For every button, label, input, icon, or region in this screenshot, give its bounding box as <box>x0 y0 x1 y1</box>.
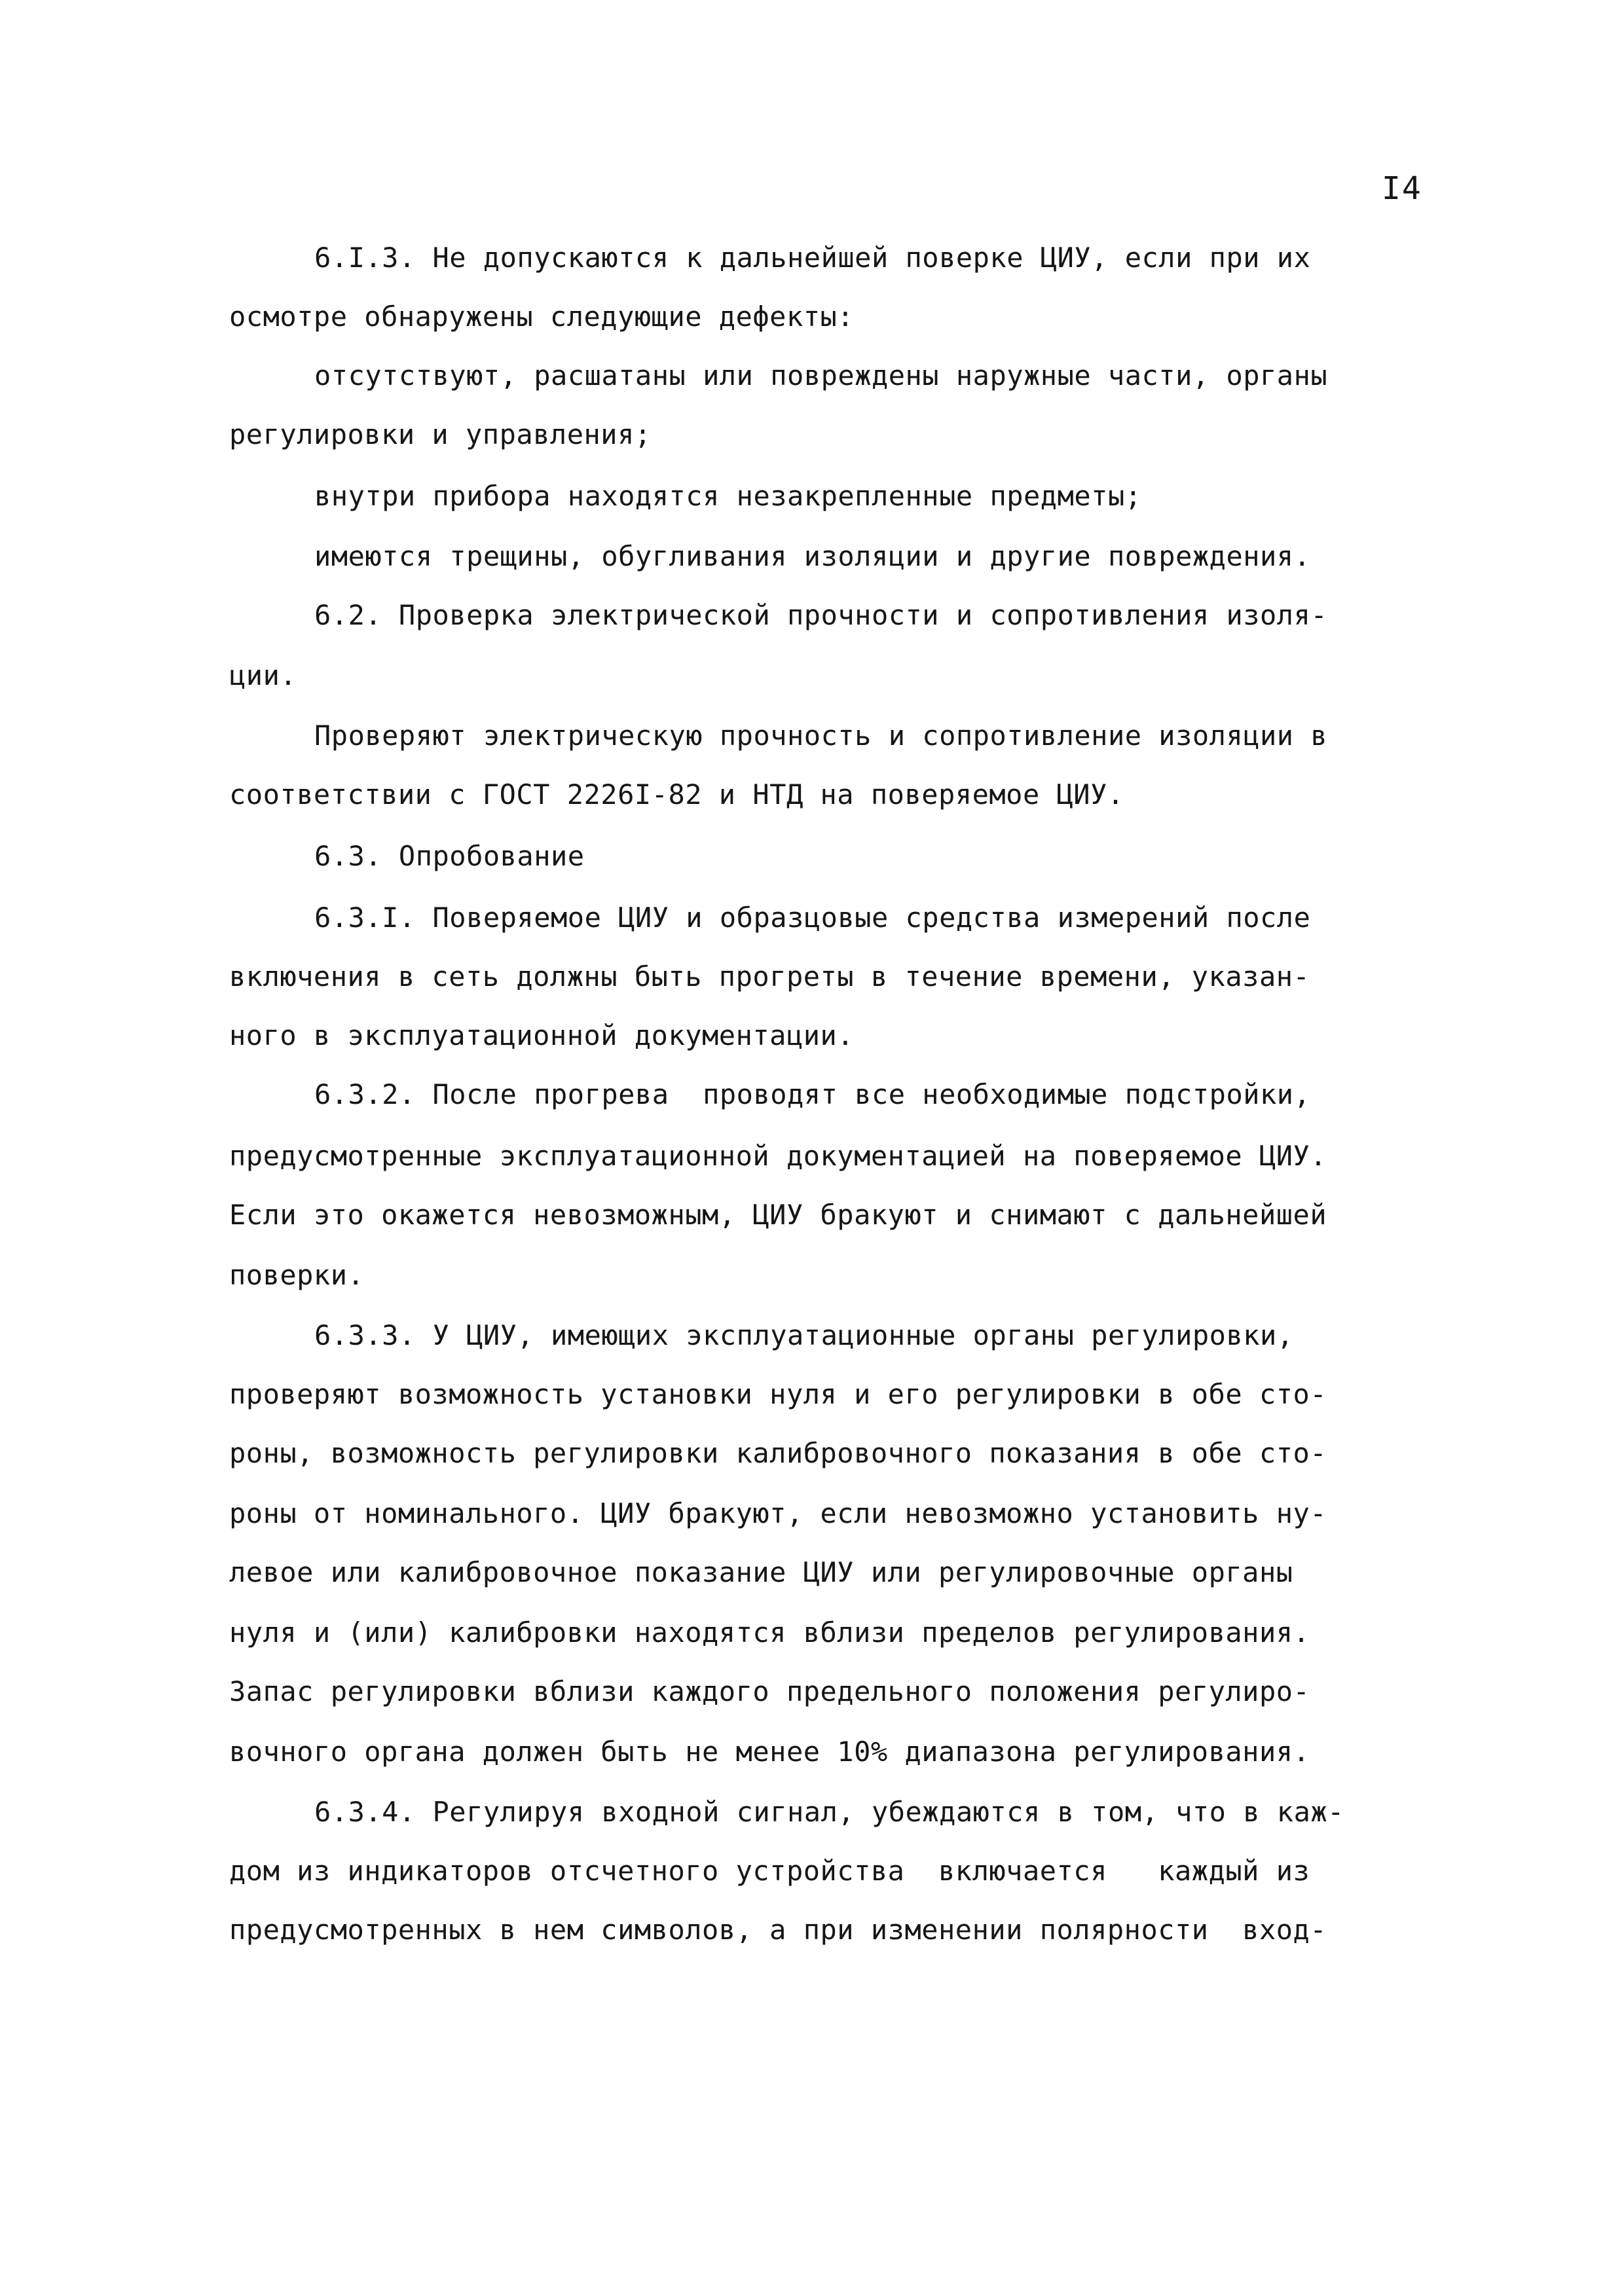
text-line: Проверяют электрическую прочность и сопротивление изоляции в <box>314 720 1328 752</box>
text-line: предусмотренных в нем символов, а при изменении полярности вход- <box>229 1914 1327 1946</box>
text-line: 6.I.3. Не допускаются к дальнейшей поверке ЦИУ, если при их <box>314 242 1311 274</box>
text-line: 6.2. Проверка электрической прочности и сопротивления изоля- <box>314 599 1328 631</box>
text-line: 6.3.3. У ЦИУ, имеющих эксплуатационные органы регулировки, <box>314 1319 1294 1351</box>
text-line: проверяют возможность установки нуля и его регулировки в обе сто- <box>229 1378 1327 1410</box>
text-line: предусмотренные эксплуатационной документацией на поверяемое ЦИУ. <box>229 1140 1327 1172</box>
text-line: левое или калибровочное показание ЦИУ или регулировочные органы <box>229 1556 1293 1588</box>
text-line: нуля и (или) калибровки находятся вблизи пределов регулирования. <box>229 1616 1310 1649</box>
text-line: ного в эксплуатационной документации. <box>229 1019 855 1051</box>
text-line: включения в сеть должны быть прогреты в течение времени, указан- <box>229 960 1310 993</box>
text-line: внутри прибора находятся незакрепленные предметы; <box>314 480 1142 512</box>
text-line: роны от номинального. ЦИУ бракуют, если невозможно установить ну- <box>229 1497 1327 1529</box>
text-line: 6.3. Опробование <box>314 840 585 872</box>
text-line: роны, возможность регулировки калибровочного показания в обе сто- <box>229 1437 1327 1469</box>
text-line: поверки. <box>229 1259 365 1291</box>
text-line: осмотре обнаружены следующие дефекты: <box>229 301 855 333</box>
text-line: Если это окажется невозможным, ЦИУ бракуют и снимают с дальнейшей <box>229 1199 1327 1231</box>
text-line: 6.3.2. После прогрева проводят все необходимые подстройки, <box>314 1078 1311 1110</box>
text-line: 6.3.I. Поверяемое ЦИУ и образцовые средства измерений после <box>314 902 1311 934</box>
text-line: ции. <box>229 659 297 691</box>
text-line: вочного органа должен быть не менее 10% диапазона регулирования. <box>229 1736 1310 1768</box>
text-line: регулировки и управления; <box>229 418 652 450</box>
text-line: имеются трещины, обугливания изоляции и другие повреждения. <box>314 540 1311 572</box>
text-line: Запас регулировки вблизи каждого предельного положения регулиро- <box>229 1675 1310 1707</box>
text-line: дом из индикаторов отсчетного устройства включается каждый из <box>229 1855 1310 1887</box>
page-number: I4 <box>1382 170 1422 207</box>
text-line: 6.3.4. Регулируя входной сигнал, убеждаются в том, что в каж- <box>314 1796 1344 1828</box>
text-line: соответствии с ГОСТ 2226I-82 и НТД на поверяемое ЦИУ. <box>229 778 1124 811</box>
text-line: отсутствуют, расшатаны или повреждены наружные части, органы <box>314 359 1328 392</box>
